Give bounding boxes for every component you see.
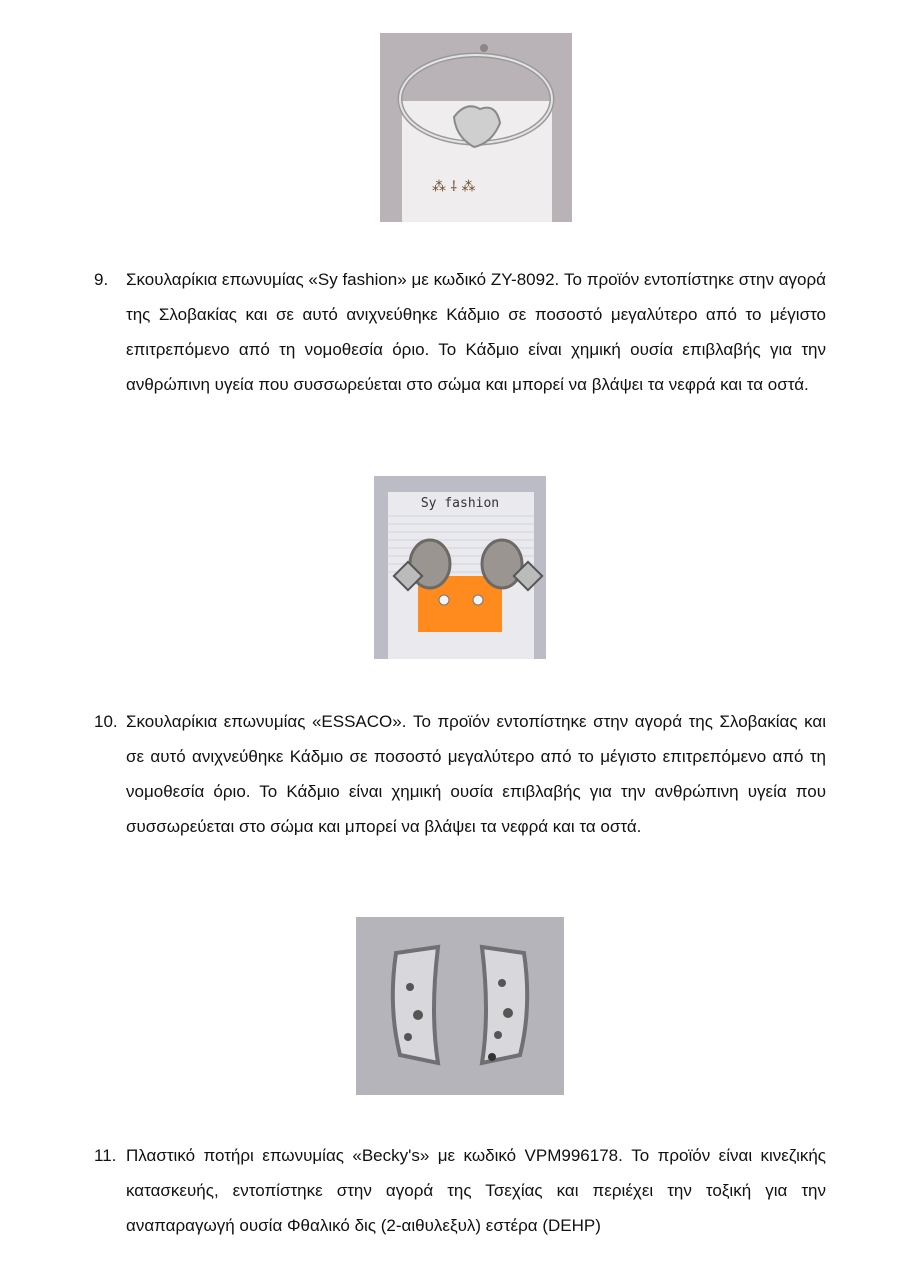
- product-photo-hoop-earrings: [356, 917, 564, 1095]
- item-text: Πλαστικό ποτήρι επωνυμίας «Becky's» με κωδικό VPM996178. Το προϊόν είναι κινεζικής κατασκευής, εντοπίστηκε στην αγορά της Τσεχίας και περιέχει την τοξική για την αναπαραγωγή ουσία Φθαλικό δις (2-αιθυλεξυλ) εστέρα (DEHP): [126, 1146, 826, 1235]
- product-photo-sy-fashion-earrings: [374, 476, 546, 659]
- item-number: 9.: [94, 270, 109, 289]
- list-item: [94, 1138, 826, 1243]
- card-brand-label: Sy fashion: [420, 496, 500, 511]
- item-text: Σκουλαρίκια επωνυμίας «ESSACO». Το προϊόν εντοπίστηκε στην αγορά της Σλοβακίας και σε αυτό ανιχνεύθηκε Κάδμιο σε ποσοστό μεγαλύτερο από το μέγιστο επιτρεπόμενο από τη νομοθεσία όριο. Το Κάδμιο είναι χημική ουσία επιβλαβής για την ανθρώπινη υγεία που συσσωρεύεται στο σώμα και μπορεί να βλάψει τα νεφρά και τα οστά.: [126, 712, 826, 836]
- product-photo-bracelet: [380, 33, 572, 222]
- list-item: [94, 704, 826, 844]
- item-number: 11.: [94, 1146, 117, 1165]
- item-text: Σκουλαρίκια επωνυμίας «Sy fashion» με κωδικό ZY-8092. Το προϊόν εντοπίστηκε στην αγορά της Σλοβακίας και σε αυτό ανιχνεύθηκε Κάδμιο σε ποσοστό μεγαλύτερο από το μέγιστο επιτρεπόμενο από τη νομοθεσία όριο. Το Κάδμιο είναι χημική ουσία επιβλαβής για την ανθρώπινη υγεία που συσσωρεύεται στο σώμα και μπορεί να βλάψει τα νεφρά και τα οστά.: [126, 270, 826, 394]
- list-item: [94, 262, 826, 402]
- svg-text:⁂ ⸸ ⁂: ⁂ ⸸ ⁂: [432, 179, 476, 195]
- item-number: 10.: [94, 712, 118, 731]
